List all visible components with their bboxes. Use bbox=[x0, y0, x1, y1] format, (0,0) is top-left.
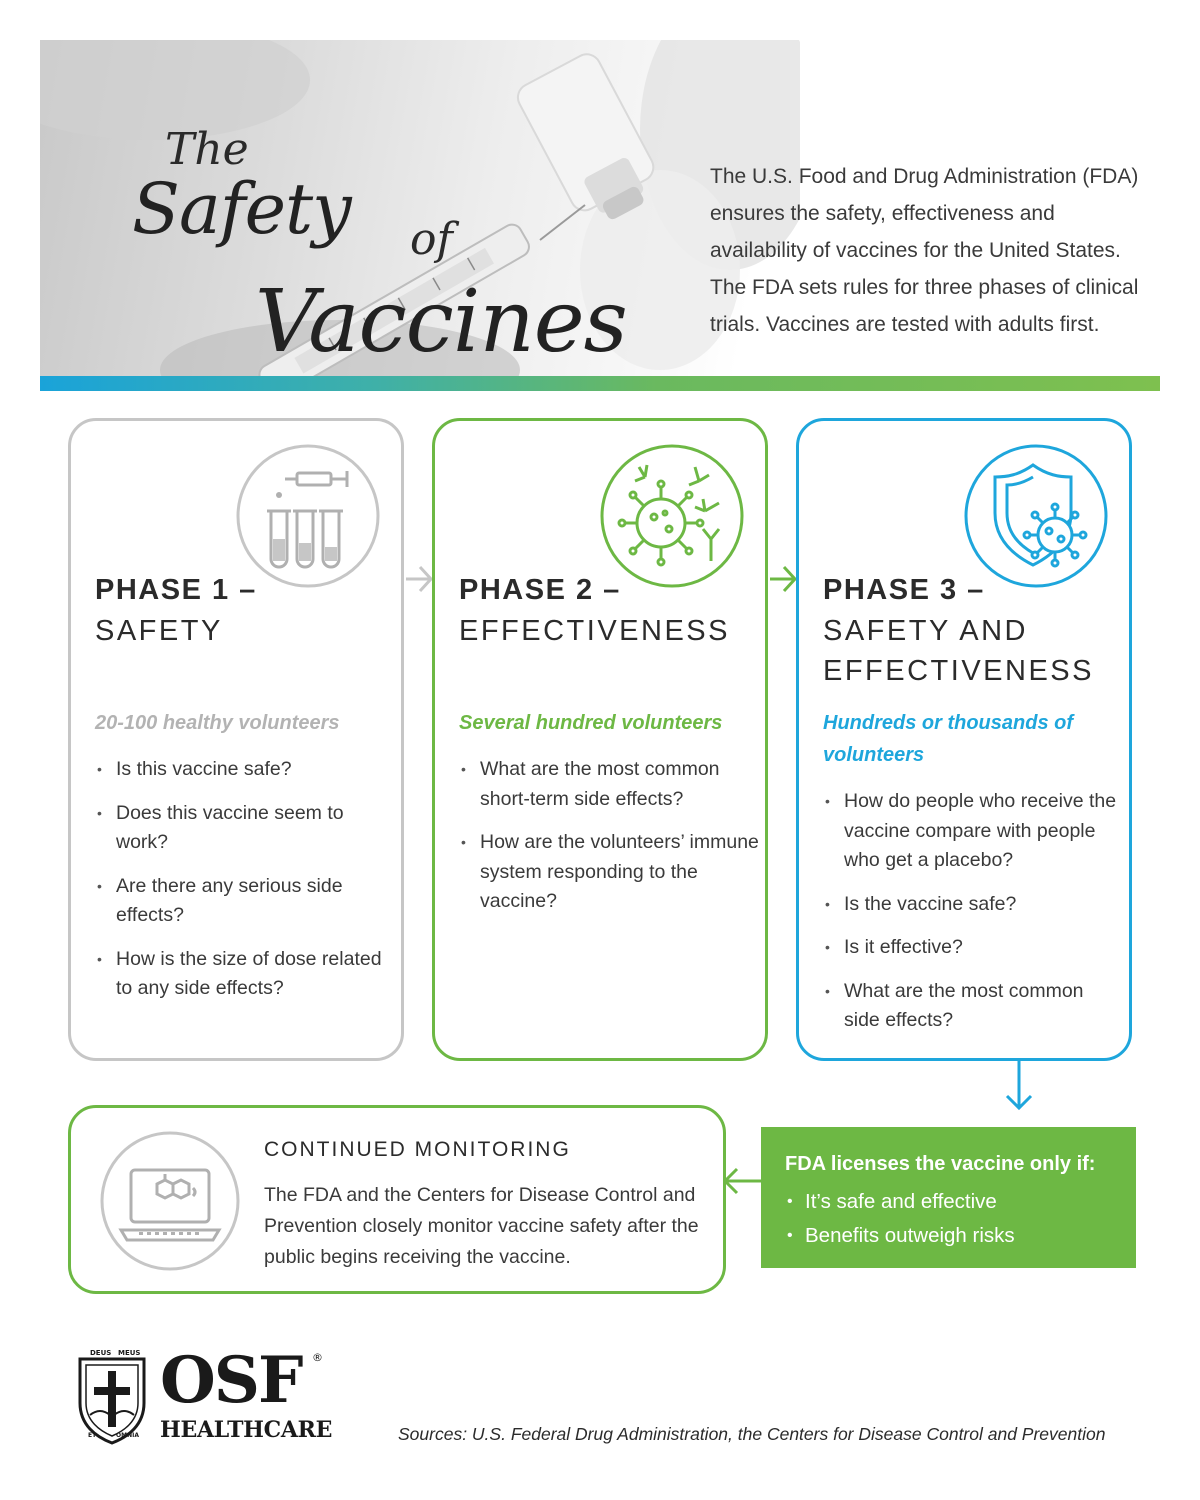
arrow-right-icon bbox=[768, 562, 798, 596]
laptop-molecule-icon bbox=[99, 1130, 241, 1272]
phase-2-card bbox=[432, 418, 768, 1061]
phase-1-volunteers: 20-100 healthy volunteers bbox=[95, 712, 340, 734]
phase-1-heading bbox=[95, 569, 395, 651]
phase-3-card bbox=[796, 418, 1132, 1061]
list-item: • How is the size of dose related to any side effects? bbox=[95, 945, 395, 1004]
intro-paragraph: The U.S. Food and Drug Administration (FDA) ensures the safety, effectiveness and availability of vaccines for the United States. The FDA sets rules for three phases of clinical trials. Vaccines are tested with adults first. bbox=[710, 165, 1139, 336]
list-item: • What are the most common side effects? bbox=[823, 977, 1123, 1036]
title-vaccines: Vaccines bbox=[255, 272, 627, 372]
list-item: • Is the vaccine safe? bbox=[823, 890, 1123, 920]
arrow-down-icon bbox=[1002, 1060, 1036, 1112]
title-of: of bbox=[410, 214, 453, 265]
list-item: • What are the most common short-term side effects? bbox=[459, 755, 759, 814]
phase-2-questions bbox=[459, 755, 759, 931]
continued-monitoring-card bbox=[68, 1105, 726, 1294]
monitoring-title: CONTINUED MONITORING bbox=[264, 1138, 571, 1161]
osf-healthcare-logo bbox=[72, 1345, 362, 1455]
logo-healthcare-text: HEALTHCARE bbox=[160, 1417, 333, 1443]
phase-1-name: SAFETY bbox=[95, 615, 223, 647]
license-title: FDA licenses the vaccine only if: bbox=[785, 1153, 1096, 1175]
logo-motto-omnia: OMNIA bbox=[116, 1432, 139, 1439]
test-tubes-syringe-icon bbox=[235, 443, 381, 589]
phase-3-name: SAFETY AND EFFECTIVENESS bbox=[823, 615, 1094, 687]
phase-2-volunteers: Several hundred volunteers bbox=[459, 712, 723, 734]
list-item: • Is this vaccine safe? bbox=[95, 755, 395, 785]
phase-3-heading bbox=[823, 569, 1123, 691]
virus-antibodies-icon bbox=[599, 443, 745, 589]
list-item: • Benefits outweigh risks bbox=[785, 1219, 1112, 1253]
arrow-left-icon bbox=[722, 1164, 762, 1198]
title-the: The bbox=[165, 124, 249, 175]
logo-registered-mark: ® bbox=[312, 1351, 323, 1364]
monitoring-text: The FDA and the Centers for Disease Control and Prevention closely monitor vaccine safety after the public begins receiving the vaccine. bbox=[264, 1184, 699, 1268]
fda-license-box bbox=[761, 1127, 1136, 1268]
sources-citation: Sources: U.S. Federal Drug Administration, the Centers for Disease Control and Prevention bbox=[398, 1424, 1106, 1444]
gradient-divider bbox=[40, 376, 1160, 391]
phase-3-volunteers: Hundreds or thousands of volunteers bbox=[823, 712, 1073, 766]
list-item: • Are there any serious side effects? bbox=[95, 872, 395, 931]
logo-motto-deus: DEUS bbox=[90, 1349, 112, 1357]
phase-2-name: EFFECTIVENESS bbox=[459, 615, 730, 647]
logo-motto-meus: MEUS bbox=[118, 1349, 141, 1357]
logo-osf-text: OSF bbox=[160, 1343, 302, 1418]
list-item: • Does this vaccine seem to work? bbox=[95, 799, 395, 858]
phase-1-card bbox=[68, 418, 404, 1061]
header-banner bbox=[40, 40, 1160, 376]
logo-motto-et: ET bbox=[88, 1432, 97, 1439]
list-item: • Is it effective? bbox=[823, 933, 1123, 963]
phase-3-number: PHASE 3 – bbox=[823, 574, 985, 606]
license-conditions bbox=[785, 1185, 1112, 1253]
shield-virus-icon bbox=[963, 443, 1109, 589]
phase-1-questions bbox=[95, 755, 395, 1018]
phase-2-number: PHASE 2 – bbox=[459, 574, 621, 606]
list-item: • How do people who receive the vaccine compare with people who get a placebo? bbox=[823, 787, 1123, 876]
phase-1-number: PHASE 1 – bbox=[95, 574, 257, 606]
phase-3-questions bbox=[823, 787, 1123, 1050]
list-item: • How are the volunteers’ immune system responding to the vaccine? bbox=[459, 828, 759, 917]
list-item: • It’s safe and effective bbox=[785, 1185, 1112, 1219]
crest-icon bbox=[72, 1345, 152, 1445]
phase-2-heading bbox=[459, 569, 759, 651]
title-safety: Safety bbox=[132, 168, 351, 250]
arrow-right-icon bbox=[404, 562, 434, 596]
